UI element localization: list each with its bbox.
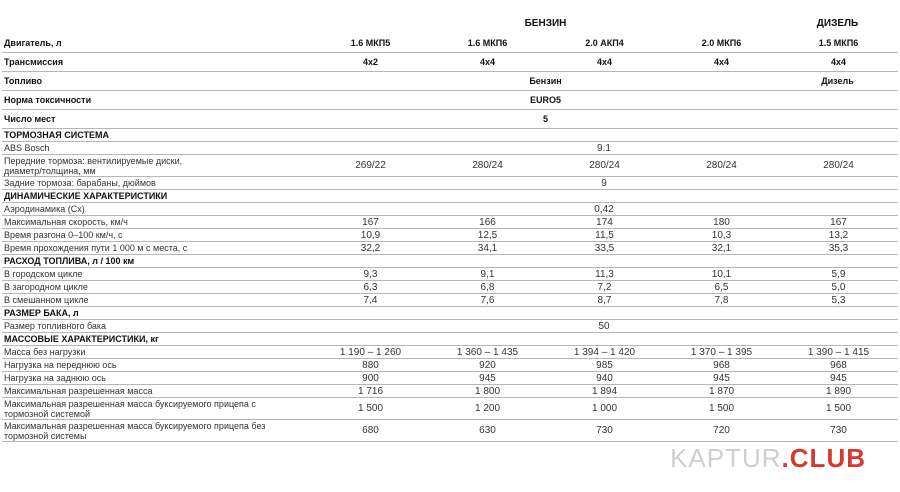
tank-value: 50 — [598, 320, 610, 332]
cell: 5,9 — [831, 268, 846, 280]
cell: 880 — [362, 359, 379, 371]
cell: 940 — [596, 372, 613, 384]
cell: 1 800 — [474, 385, 501, 397]
cell: 280/24 — [589, 160, 620, 171]
diesel-group-label: ДИЗЕЛЬ — [816, 17, 859, 29]
cell: 1 890 — [825, 385, 852, 397]
row-label: Максимальная разрешенная масса буксируемого прицепа с тормозной системой — [4, 398, 256, 419]
cell: 35,3 — [828, 242, 849, 254]
cell: 167 — [362, 216, 379, 228]
rear-brakes-value: 9 — [601, 177, 607, 189]
row-label: Передние тормоза: вентилируемые диски, диаметр/толщина, мм — [4, 155, 183, 176]
cell: 6,5 — [714, 281, 729, 293]
cell: 8,7 — [597, 294, 612, 306]
abs-row — [2, 142, 898, 155]
cell: 1 716 — [357, 385, 384, 397]
cell: 1.5 МКП6 — [818, 38, 859, 48]
trailer-braked-row — [2, 398, 898, 420]
cell: 2.0 МКП6 — [701, 38, 742, 48]
cell: 7,4 — [363, 294, 378, 306]
seats-row — [2, 110, 898, 129]
cell: 900 — [362, 372, 379, 384]
cell: 13,2 — [828, 229, 849, 241]
front-axle-row — [2, 359, 898, 372]
cell: 5,3 — [831, 294, 846, 306]
cell: 6,8 — [480, 281, 495, 293]
row-label: Задние тормоза: барабаны, дюймов — [4, 178, 156, 188]
cell: 1 500 — [825, 403, 852, 414]
tank-row — [2, 320, 898, 333]
emission-row — [2, 91, 898, 110]
row-label: Максимальная разрешенная масса буксируемого прицепа без тормозной системы — [4, 420, 266, 441]
row-label: Двигатель, л — [4, 38, 62, 48]
cell: 269/22 — [355, 160, 386, 171]
row-label: Нагрузка на переднюю ось — [4, 360, 117, 370]
accel-row — [2, 229, 898, 242]
rear-brakes-row — [2, 177, 898, 190]
engine-row — [2, 34, 898, 53]
kaptur-club-watermark: KAPTUR.CLUB — [670, 443, 866, 473]
cell: 945 — [830, 372, 847, 384]
cell: 10,9 — [360, 229, 381, 241]
rear-axle-row — [2, 372, 898, 385]
cell: 1 390 – 1 415 — [807, 346, 870, 358]
front-brakes-row — [2, 155, 898, 177]
cell: 730 — [596, 425, 613, 436]
aero-row — [2, 203, 898, 216]
cell: 32,2 — [360, 242, 381, 254]
row-label: Трансмиссия — [4, 57, 64, 67]
gross-mass-row — [2, 385, 898, 398]
abs-value: 9.1 — [597, 142, 611, 154]
section-title-mass: МАССОВЫЕ ХАРАКТЕРИСТИКИ, кг — [2, 333, 898, 346]
highway-row — [2, 281, 898, 294]
max-speed-row — [2, 216, 898, 229]
section-title-tank: РАЗМЕР БАКА, л — [2, 307, 898, 320]
row-label: В городском цикле — [4, 269, 83, 279]
section-title-brakes: ТОРМОЗНАЯ СИСТЕМА — [2, 129, 898, 142]
row-label: Время прохождения пути 1 000 м с места, с — [4, 243, 188, 253]
cell: 630 — [479, 425, 496, 436]
row-label: Число мест — [4, 114, 56, 124]
cell: 174 — [596, 216, 613, 228]
cell: 9,3 — [363, 268, 378, 280]
cell: 1 870 — [708, 385, 735, 397]
trailer-unbraked-row — [2, 420, 898, 442]
cell: 34,1 — [477, 242, 498, 254]
cell: 985 — [596, 359, 613, 371]
cell: 280/24 — [472, 160, 503, 171]
row-label: Максимальная скорость, км/ч — [4, 217, 128, 227]
km1000-row — [2, 242, 898, 255]
cell: 280/24 — [706, 160, 737, 171]
curb-row — [2, 346, 898, 359]
row-label: Максимальная разрешенная масса — [4, 386, 153, 396]
cell: 1.6 МКП5 — [350, 38, 391, 48]
row-label: Время разгона 0–100 км/ч, с — [4, 230, 123, 240]
cell: 945 — [479, 372, 496, 384]
cell: 1 500 — [708, 403, 735, 414]
cell: 1 894 — [591, 385, 618, 397]
row-label: Масса без нагрузки — [4, 347, 86, 357]
cell: 7,2 — [597, 281, 612, 293]
row-label: Размер топливного бака — [4, 321, 107, 331]
cell: 180 — [713, 216, 730, 228]
section-title-consumption: РАСХОД ТОПЛИВА, л / 100 км — [2, 255, 898, 268]
fuel-row — [2, 72, 898, 91]
cell: 10,3 — [711, 229, 732, 241]
cell: 1.6 МКП6 — [467, 38, 508, 48]
cell: 968 — [713, 359, 730, 371]
cell: 12,5 — [477, 229, 498, 241]
cell: 166 — [479, 216, 496, 228]
cell: 720 — [713, 425, 730, 436]
cell: 1 370 – 1 395 — [690, 346, 753, 358]
cell: 7,6 — [480, 294, 495, 306]
cell: 1 500 — [357, 403, 384, 414]
city-row — [2, 268, 898, 281]
cell: 4x2 — [362, 57, 379, 67]
cell: 1 394 – 1 420 — [573, 346, 636, 358]
cell: 4x4 — [479, 57, 496, 67]
cell: 968 — [830, 359, 847, 371]
cell: 2.0 АКП4 — [585, 38, 624, 48]
fuel-group-header — [2, 12, 898, 34]
cell: 7,8 — [714, 294, 729, 306]
row-label: В смешанном цикле — [4, 295, 89, 305]
cell: 4x4 — [713, 57, 730, 67]
cell: 11,3 — [595, 268, 614, 280]
cell: 9,1 — [480, 268, 495, 280]
row-label: Аэродинамика (Cx) — [4, 204, 85, 214]
petrol-group-label: БЕНЗИН — [524, 17, 567, 29]
section-title-dynamics: ДИНАМИЧЕСКИЕ ХАРАКТЕРИСТИКИ — [2, 190, 898, 203]
cell: 33,5 — [594, 242, 615, 254]
row-label: Нагрузка на заднюю ось — [4, 373, 106, 383]
emission-value: EURO5 — [529, 95, 561, 105]
cell: 5,0 — [831, 281, 846, 293]
cell: 1 360 – 1 435 — [456, 346, 519, 358]
row-label: Топливо — [4, 76, 43, 86]
cell: 680 — [362, 425, 379, 436]
petrol-value: Бензин — [529, 76, 562, 86]
cell: 1 190 – 1 260 — [339, 346, 402, 358]
spec-table — [2, 12, 898, 442]
mixed-row — [2, 294, 898, 307]
aero-value: 0,42 — [594, 203, 614, 215]
transmission-row — [2, 53, 898, 72]
cell: 6,3 — [363, 281, 378, 293]
cell: 4x4 — [830, 57, 847, 67]
cell: 1 200 — [474, 403, 501, 414]
cell: 11,5 — [595, 229, 614, 241]
diesel-value: Дизель — [821, 76, 854, 86]
cell: 1 000 — [591, 403, 618, 414]
cell: 167 — [830, 216, 847, 228]
row-label: Норма токсичности — [4, 95, 92, 105]
cell: 280/24 — [823, 160, 854, 171]
seats-value: 5 — [542, 114, 548, 124]
cell: 32,1 — [711, 242, 732, 254]
row-label: ABS Bosch — [4, 143, 50, 153]
row-label: В загородном цикле — [4, 282, 88, 292]
cell: 10,1 — [711, 268, 732, 280]
cell: 730 — [830, 425, 847, 436]
cell: 4x4 — [596, 57, 613, 67]
cell: 920 — [479, 359, 496, 371]
cell: 945 — [713, 372, 730, 384]
